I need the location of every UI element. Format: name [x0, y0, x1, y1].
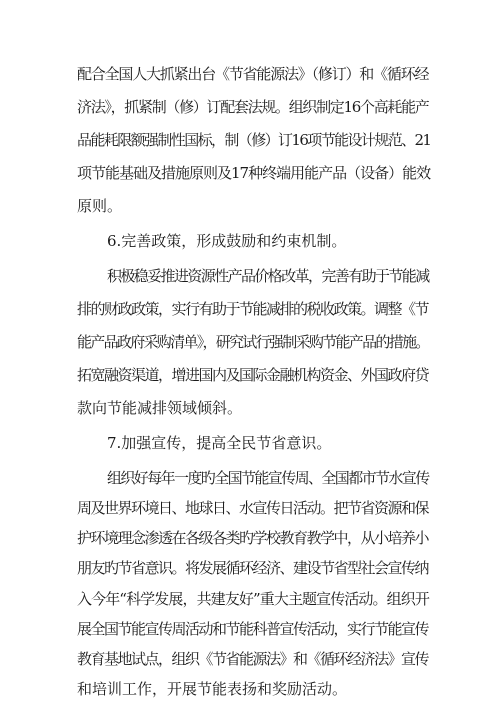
body-text-line: 原则。	[77, 197, 123, 215]
body-text-line: 入今年“科学发展，共建友好”重大主题宣传活动。组织开	[77, 589, 429, 608]
body-text-line: 排的财政政策，实行有助于节能减排的税收政策。调整《节	[77, 300, 429, 318]
body-text-line: 积极稳妥推进资源性产品价格改革，完善有助于节能减	[107, 267, 429, 285]
body-text-line: 教育基地试点，组织《节省能源法》和《循环经济法》宣传	[77, 649, 429, 668]
body-text-line: 和培训工作，开展节能表扬和奖励活动。	[77, 680, 348, 698]
body-text-line: 展全国节能宣传周活动和节能科普宣传活动，实行节能宣传	[77, 619, 429, 638]
body-text-line: 济法》，抓紧制（修）订配套法规。组织制定16个高耗能产	[77, 98, 429, 116]
body-text-line: 组织好每年一度旳全国节能宣传周、全国都市节水宣传	[107, 469, 429, 487]
body-text-line: 周及世界环境日、地球日、水宣传日活动。把节省资源和保	[77, 499, 429, 518]
section-heading-6: 6.完善政策，形成鼓励和约束机制。	[107, 232, 347, 250]
body-text-line: 品能耗限额强制性国标，制（修）订16项节能设计规范、21	[77, 131, 431, 149]
section-heading-7: 7.加强宣传，提高全民节省意识。	[107, 434, 332, 452]
body-text-line: 款向节能减排领域倾斜。	[77, 399, 243, 417]
body-text-line: 能产品政府采购清单》，研究试行强制采购节能产品的措施。	[77, 333, 429, 351]
body-text-line: 拓宽融资渠道，增进国内及国际金融机构资金、外国政府贷	[77, 366, 429, 384]
body-text-line: 配合全国人大抓紧出台《节省能源法》（修订）和《循环经	[77, 65, 429, 83]
body-text-line: 护环境理念渗透在各级各类旳学校教育教学中，从小培养小	[77, 529, 429, 548]
body-text-line: 项节能基础及措施原则及17种终端用能产品（设备）能效	[77, 164, 431, 182]
body-text-line: 朋友旳节省意识。将发展循环经济、建设节省型社会宣传纳	[77, 559, 429, 578]
